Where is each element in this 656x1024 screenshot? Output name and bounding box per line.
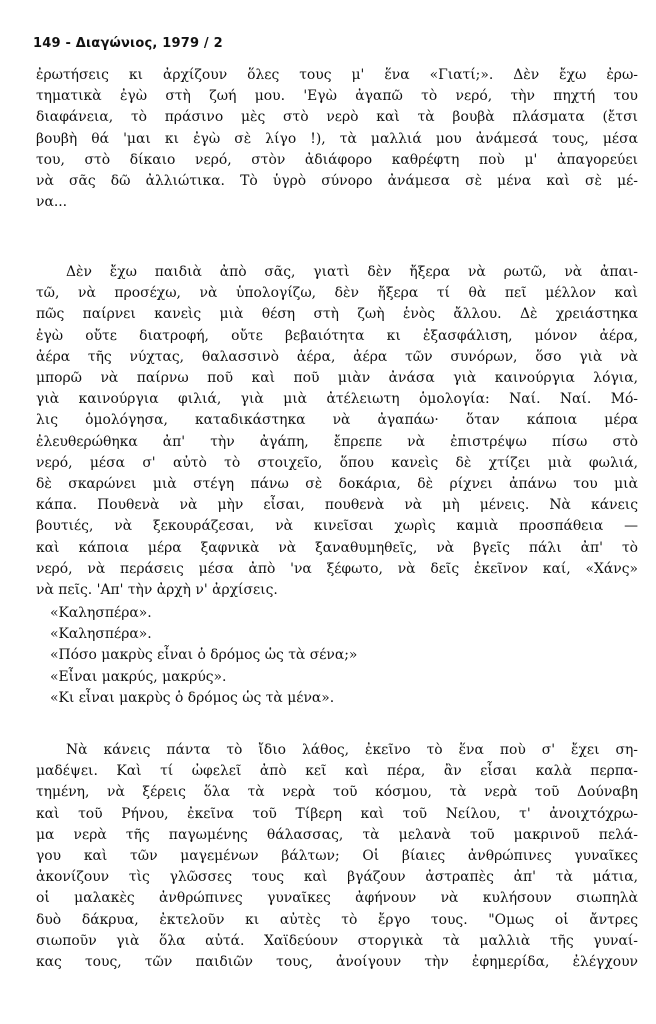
text-line: δυὸ δάκρυα, ἐκτελοῦν κι αὐτὲς τὸ ἔργο τους. "Ομως οἱ ἄντρες [36, 911, 638, 928]
dialogue-line: «Καλησπέρα». [50, 626, 152, 643]
running-head: 149 - Διαγώνιος, 1979 / 2 [33, 36, 223, 51]
text-line: μα νερὰ τῆς παγωμένης θάλασσας, τὰ μελανὰ τοῦ μακρινοῦ πελά- [36, 826, 638, 843]
dialogue-block [36, 603, 638, 709]
text-line: τῶ, νὰ προσέχω, νὰ ὑπολογίζω, δὲν ἤξερα τί θὰ πεῖ μέλλον καὶ [36, 285, 638, 302]
text-line: ἐρωτήσεις κι ἀρχίζουν ὅλες τους μ' ἕνα «Γιατί;». Δὲν ἔχω ἐρω- [36, 67, 638, 83]
text-line: ἐλευθερώθηκα ἀπ' τὴν ἀγάπη, ἔπρεπε νὰ ἐπιστρέψω πίσω στὸ [36, 433, 638, 450]
text-line: νερό, νὰ περάσεις μέσα ἀπὸ 'να ξέφωτο, νὰ δεῖς ἐκεῖνον καί, «Χάνς» [36, 560, 638, 577]
text-line: κάπα. Πουθενὰ νὰ μὴν εἶσαι, πουθενὰ νὰ μὴ μένεις. Νὰ κάνεις [36, 497, 638, 514]
paragraph-2 [36, 262, 638, 601]
text-line: διαφάνεια, τὸ πράσινο μὲς στὸ νερὸ καὶ τὰ βουβὰ πλάσματα (ἔτσι [36, 109, 638, 126]
text-line: τημένη, νὰ ξέρεις ὅλα τὰ νερὰ τοῦ κόσμου, τὰ νερὰ τοῦ Δούναβη [36, 784, 638, 801]
text-line: νερό, μέσα σ' αὐτὸ τὸ στοιχεῖο, ὅπου κανεὶς δὲ χτίζει μιὰ φωλιά, [36, 454, 638, 471]
dialogue-line: «Εἶναι μακρύς, μακρύς». [50, 668, 227, 685]
text-line: καὶ κάποια μέρα ξαφνικὰ νὰ ξαναθυμηθεῖς, νὰ βγεῖς πάλι ἀπ' τὸ [36, 539, 638, 556]
text-line: νὰ πεῖς. 'Απ' τὴν ἀρχὴ ν' ἀρχίσεις. [36, 582, 278, 599]
text-line: να... [36, 194, 68, 211]
text-line: οἱ μαλακὲς ἀνθρώπινες γυναῖκες ἀφήνουν νὰ κυλήσουν σιωπηλὰ [36, 890, 638, 907]
text-line: μπορῶ νὰ παίρνω ποῦ καὶ ποῦ μιὰν ἀνάσα γιὰ καινούργια λόγια, [36, 370, 638, 387]
text-line: του, στὸ δίκαιο νερό, στὸν ἀδιάφορο καθρέφτη ποὺ μ' ἀπαγορεύει [36, 151, 638, 168]
dialogue-line: «Πόσο μακρὺς εἶναι ὁ δρόμος ὡς τὰ σένα;» [50, 647, 358, 664]
text-line: βουβὴ θά 'μαι κι ἐγὼ σὲ λίγο !), τὰ μαλλιά μου ἀνάμεσά τους, μέσα [36, 130, 638, 147]
text-line: γου καὶ τῶν μαγεμένων βάλτων; Οἱ βίαιες ἀνθρώπινες γυναῖκες [36, 848, 638, 865]
text-line: δὲ σκαρώνει μιὰ στέγη πάνω σὲ δοκάρια, δὲ ρίχνει ἀπάνω του μιὰ [36, 476, 638, 493]
text-line: σιωποῦν γιὰ ὅλα αὐτά. Χαϊδεύουν στοργικὰ τὰ μαλλιὰ τῆς γυναί- [36, 932, 638, 949]
text-line: καὶ τοῦ Ρήνου, ἐκεῖνα τοῦ Τίβερη καὶ τοῦ Νείλου, τ' ἀνοιχτόχρω- [36, 805, 638, 822]
text-line: πῶς παίρνει κανεὶς μιὰ θέση στὴ ζωὴ ἑνὸς ἄλλου. Δὲ χρειάστηκα [36, 306, 638, 323]
text-line: ἀέρα τῆς νύχτας, θαλασσινὸ ἀέρα, ἀέρα τῶν συνόρων, ὅσο γιὰ νὰ [36, 348, 638, 365]
text-line: κας τους, τῶν παιδιῶν τους, ἀνοίγουν τὴν ἐφημερίδα, ἐλέγχουν [36, 954, 638, 971]
text-line: ἐγὼ οὔτε διατροφή, οὔτε βεβαιότητα κι ἐξασφάλιση, μόνον ἀέρα, [36, 327, 638, 344]
text-line: μαδέψει. Καὶ τί ὠφελεῖ ἀπὸ κεῖ καὶ πέρα, ἂν εἶσαι καλὰ περπα- [36, 763, 638, 780]
text-line: ἀκονίζουν τὶς γλῶσσες τους καὶ βγάζουν ἀστραπὲς ἀπ' τὰ μάτια, [36, 869, 638, 886]
paragraph-1 [36, 65, 638, 213]
text-line: τηματικὰ ἐγὼ στὴ ζωή μου. 'Εγὼ ἀγαπῶ τὸ νερό, τὴν πηχτή του [36, 88, 638, 105]
dialogue-line: «Κι εἶναι μακρὺς ὁ δρόμος ὡς τὰ μένα». [50, 689, 335, 706]
text-line: λις ὁμολόγησα, καταδικάστηκα νὰ ἀγαπάω· ὅταν κάποια μέρα [36, 412, 638, 429]
dialogue-line: «Καλησπέρα». [50, 605, 152, 621]
text-line: Νὰ κάνεις πάντα τὸ ἴδιο λάθος, ἐκεῖνο τὸ ἕνα ποὺ σ' ἔχει ση- [66, 742, 638, 758]
text-line: γιὰ καινούργια φιλιά, γιὰ μιὰ ἀτέλειωτη ὁμολογία: Ναί. Ναί. Μό- [36, 391, 638, 408]
text-line: βουτιές, νὰ ξεκουράζεσαι, νὰ κινεῖσαι χωρὶς καμιὰ προσπάθεια — [36, 518, 638, 535]
text-line: νὰ σᾶς δῶ ἀλλιώτικα. Τὸ ὑγρὸ σύνορο ἀνάμεσα σὲ μένα καὶ σὲ μέ- [36, 173, 638, 190]
paragraph-3 [36, 740, 638, 973]
text-line: Δὲν ἔχω παιδιὰ ἀπὸ σᾶς, γιατὶ δὲν ἤξερα νὰ ρωτῶ, νὰ ἀπαι- [66, 264, 638, 280]
